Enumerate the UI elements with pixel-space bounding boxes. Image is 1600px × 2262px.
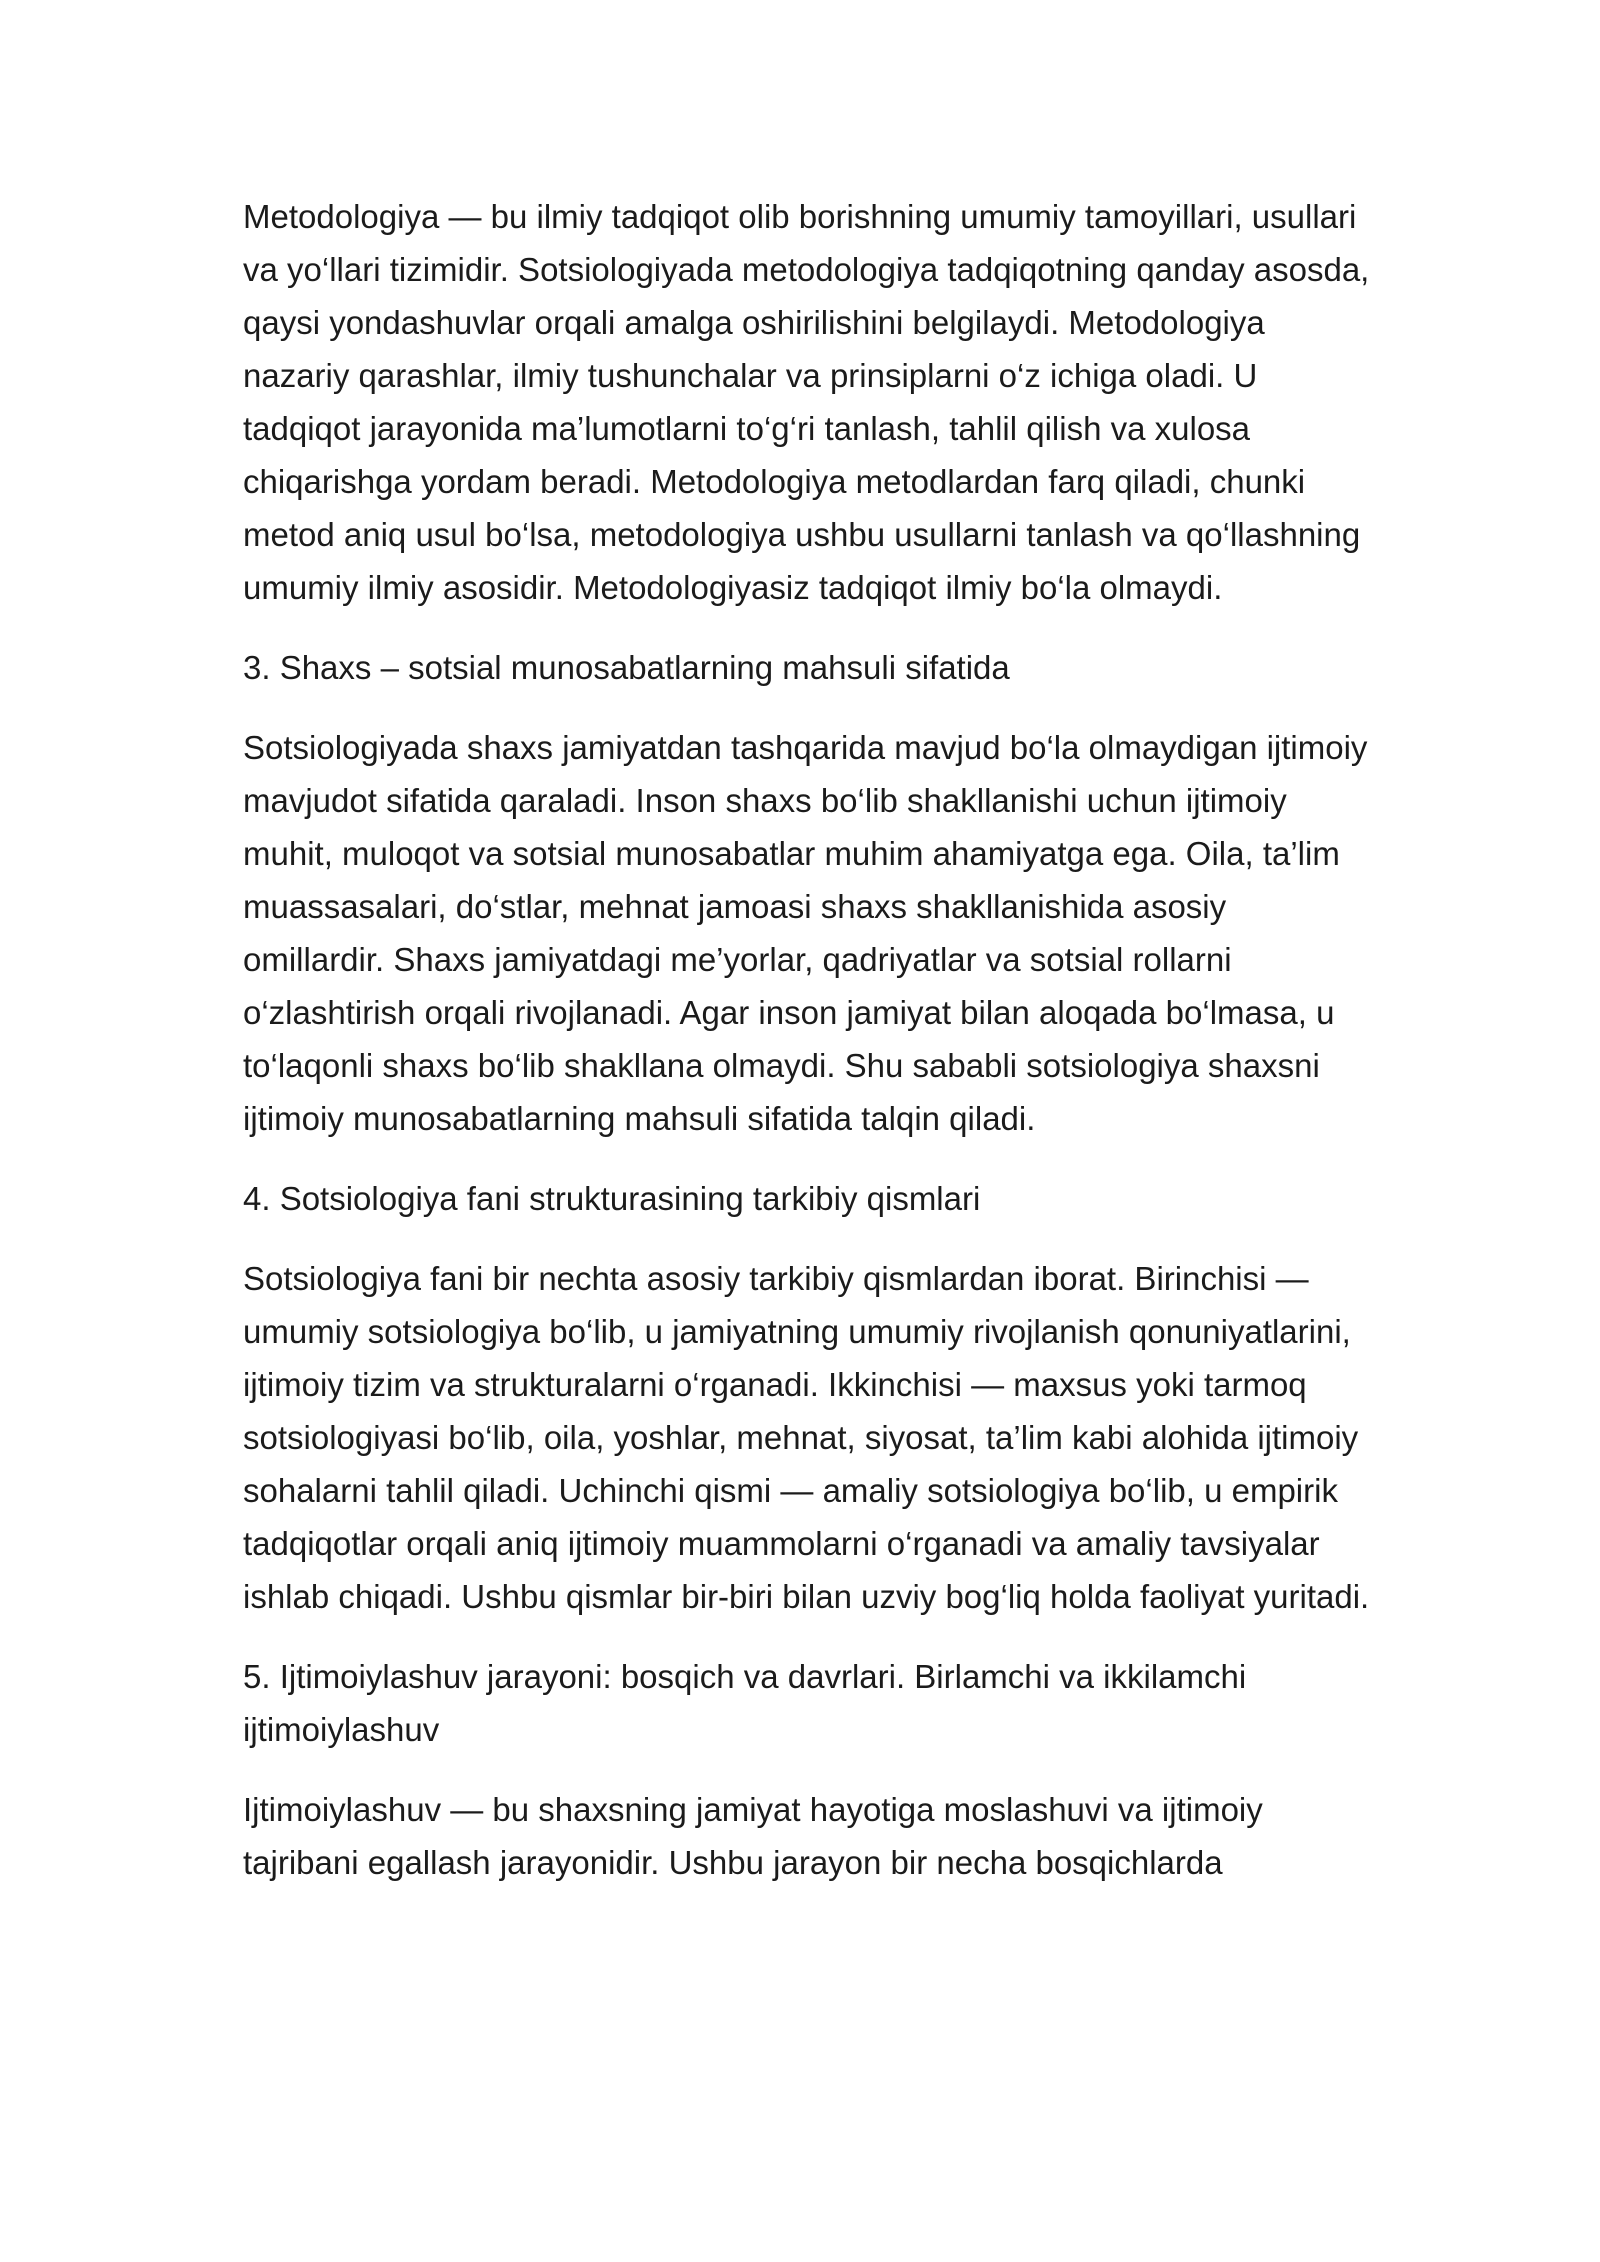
paragraph-sociology-structure: Sotsiologiya fani bir nechta asosiy tarkibiy qismlardan iborat. Birinchisi — umumiy sotsiologiya bo‘lib, u jamiyatning umumiy rivojlanish qonuniyatlarini, ijtimoiy tizim va strukturalarni o‘rganadi. Ikkinchisi — maxsus yoki tarmoq sotsiologiyasi bo‘lib, oila, yoshlar, mehnat, siyosat, ta’lim kabi alohida ijtimoiy sohalarni tahlil qiladi. Uchinchi qismi — amaliy sotsiologiya bo‘lib, u empirik tadqiqotlar orqali aniq ijtimoiy muammolarni o‘rganadi va amaliy tavsiyalar ishlab chiqadi. Ushbu qismlar bir-biri bilan uzviy bog‘liq holda faoliyat yuritadi. [243,1260,1370,1615]
section-heading-5: 5. Ijtimoiylashuv jarayoni: bosqich va davrlari. Birlamchi va ikkilamchi ijtimoiylashuv [243,1658,1247,1748]
section-heading-3: 3. Shaxs – sotsial munosabatlarning mahsuli sifatida [243,649,1010,686]
section-heading-4: 4. Sotsiologiya fani strukturasining tarkibiy qismlari [243,1180,981,1217]
document-body [243,190,1373,1916]
paragraph-methodology: Metodologiya — bu ilmiy tadqiqot olib borishning umumiy tamoyillari, usullari va yo‘llari tizimidir. Sotsiologiyada metodologiya tadqiqotning qanday asosda, qaysi yondashuvlar orqali amalga oshirilishini belgilaydi. Metodologiya nazariy qarashlar, ilmiy tushunchalar va prinsiplarni o‘z ichiga oladi. U tadqiqot jarayonida ma’lumotlarni to‘g‘ri tanlash, tahlil qilish va xulosa chiqarishga yordam beradi. Metodologiya metodlardan farq qiladi, chunki metod aniq usul bo‘lsa, metodologiya ushbu usullarni tanlash va qo‘llashning umumiy ilmiy asosidir. Metodologiyasiz tadqiqot ilmiy bo‘la olmaydi. [243,198,1370,606]
paragraph-personality: Sotsiologiyada shaxs jamiyatdan tashqarida mavjud bo‘la olmaydigan ijtimoiy mavjudot sifatida qaraladi. Inson shaxs bo‘lib shakllanishi uchun ijtimoiy muhit, muloqot va sotsial munosabatlar muhim ahamiyatga ega. Oila, ta’lim muassasalari, do‘stlar, mehnat jamoasi shaxs shakllanishida asosiy omillardir. Shaxs jamiyatdagi me’yorlar, qadriyatlar va sotsial rollarni o‘zlashtirish orqali rivojlanadi. Agar inson jamiyat bilan aloqada bo‘lmasa, u to‘laqonli shaxs bo‘lib shakllana olmaydi. Shu sababli sotsiologiya shaxsni ijtimoiy munosabatlarning mahsuli sifatida talqin qiladi. [243,729,1368,1137]
paragraph-socialization: Ijtimoiylashuv — bu shaxsning jamiyat hayotiga moslashuvi va ijtimoiy tajribani egallash jarayonidir. Ushbu jarayon bir necha bosqichlarda [243,1791,1263,1881]
